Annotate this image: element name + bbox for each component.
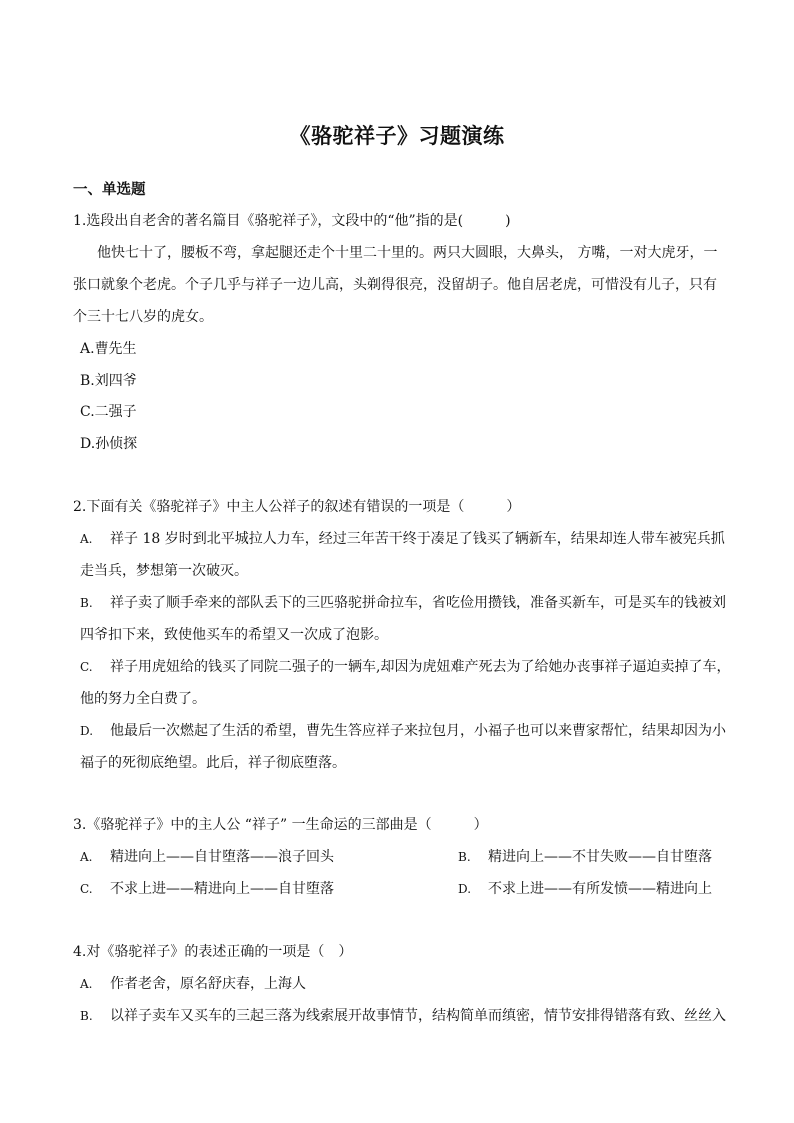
- option-text-line: 四爷扣下来，致使他买车的希望又一次成了泡影。: [80, 627, 388, 643]
- option-label: B.: [458, 850, 471, 864]
- option-label: A.: [80, 532, 93, 546]
- option-label: A.: [80, 850, 93, 864]
- option-label: D.: [80, 436, 96, 452]
- option-text: 精进向上——不甘失败——自甘堕落: [488, 849, 712, 865]
- question-3-option-d[interactable]: [458, 879, 712, 899]
- question-4-stem: 4.对《骆驼祥子》的表述正确的一项是（ ）: [73, 944, 353, 960]
- question-1-passage-line: 他快七十了，腰板不弯，拿起腿还走个十里二十里的。两只大圆眼，大鼻头， 方嘴，一对大虎牙，一: [97, 245, 718, 261]
- question-4-option-a[interactable]: [80, 974, 306, 994]
- option-text: 刘四爷: [94, 373, 137, 389]
- option-text: 不求上进——精进向上——自甘堕落: [110, 881, 334, 897]
- option-text: 曹先生: [94, 341, 137, 357]
- option-text-line: 祥子卖了顺手牵来的部队丢下的三匹骆驼拼命拉车，省吃俭用攒钱，准备买新车，可是买车的钱被刘: [110, 595, 726, 611]
- section-heading: 一、单选题: [73, 182, 146, 198]
- option-text-line: 福子的死彻底绝望。此后，祥子彻底堕落。: [80, 755, 346, 771]
- option-label: A.: [80, 977, 93, 991]
- option-text: 作者老舍，原名舒庆春，上海人: [110, 976, 306, 992]
- option-label: A.: [80, 341, 95, 357]
- question-1-option-c[interactable]: [80, 402, 137, 422]
- question-1-option-a[interactable]: [80, 339, 137, 359]
- option-text-line: 他的努力全白费了。: [80, 691, 206, 707]
- option-label: B.: [80, 1009, 93, 1023]
- option-text-line: 祥子 18 岁时到北平城拉人力车，经过三年苦干终于凑足了钱买了辆新车，结果却连人带车被宪兵抓: [110, 531, 725, 547]
- question-3-option-b[interactable]: [458, 847, 712, 867]
- question-1-option-d[interactable]: [80, 434, 137, 454]
- option-label: D.: [80, 724, 94, 738]
- question-1-passage-line: 张口就象个老虎。个子几乎与祥子一边儿高，头剃得很亮，没留胡子。他自居老虎，可惜没有儿子，只有: [73, 277, 717, 293]
- option-text: 精进向上——自甘堕落——浪子回头: [110, 849, 334, 865]
- option-text: 孙侦探: [95, 436, 138, 452]
- option-text-line: 祥子用虎妞给的钱买了同院二强子的一辆车,却因为虎妞难产死去为了给她办丧事祥子逼迫卖掉了车，: [110, 659, 731, 675]
- option-label: C.: [80, 404, 95, 420]
- option-label: B.: [80, 596, 93, 610]
- option-text-line: 走当兵，梦想第一次破灭。: [80, 563, 248, 579]
- option-label: C.: [80, 660, 93, 674]
- question-1-option-b[interactable]: [80, 371, 137, 391]
- question-3-stem: 3.《骆驼祥子》中的主人公 “祥子” 一生命运的三部曲是（ ）: [73, 817, 488, 833]
- option-label: C.: [80, 882, 93, 896]
- option-text: 不求上进——有所发愤——精进向上: [488, 881, 712, 897]
- option-text: 以祥子卖车又买车的三起三落为线索展开故事情节，结构简单而缜密，情节安排得错落有致、丝丝入: [110, 1008, 726, 1024]
- option-text-line: 他最后一次燃起了生活的希望，曹先生答应祥子来拉包月，小福子也可以来曹家帮忙，结果却因为小: [110, 723, 726, 739]
- option-text: 二强子: [94, 404, 137, 420]
- question-3-option-c[interactable]: [80, 879, 334, 899]
- option-label: D.: [458, 882, 472, 896]
- question-1-passage-line: 个三十七八岁的虎女。: [73, 309, 213, 325]
- question-1-stem: 1.选段出自老舍的著名篇目《骆驼祥子》，文段中的“他”指的是( ): [73, 213, 511, 229]
- question-4-option-b[interactable]: [80, 1006, 726, 1026]
- page-title: 《骆驼祥子》习题演练: [289, 124, 505, 148]
- question-2-stem: 2.下面有关《骆驼祥子》中主人公祥子的叙述有错误的一项是（ ）: [73, 499, 521, 515]
- question-3-option-a[interactable]: [80, 847, 334, 867]
- option-label: B.: [80, 373, 95, 389]
